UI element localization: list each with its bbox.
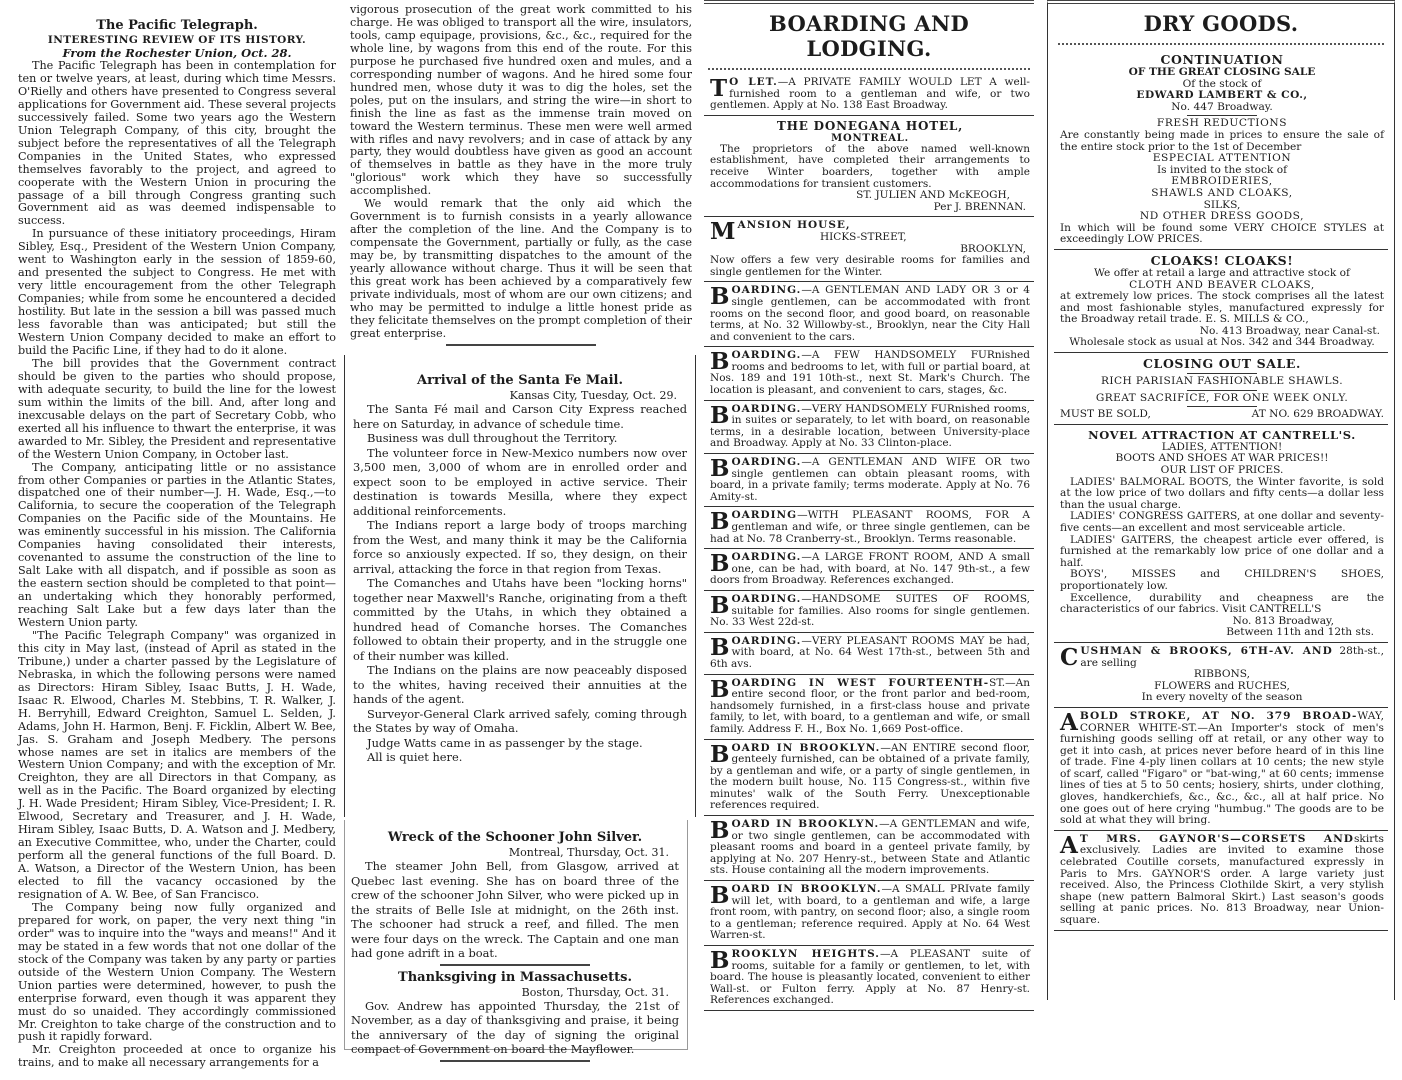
paragraph: The Indians on the plains are now peaceably disposed to the whites, having received their annuities at the hands of the agent. — [353, 663, 687, 706]
classified-ad: BROOKLYN HEIGHTS.—A PLEASANT suite of rooms, suitable for a family or gentlemen, to let, with board. The house is pleasantly located, convenient to either Wall-st. or Fulton ferry. Apply at No. 87 Henry-st. References exchanged. — [704, 946, 1034, 1011]
article-dateline: Boston, Thursday, Oct. 31. — [521, 985, 669, 999]
classified-ad: BOARDING.—VERY PLEASANT ROOMS MAY be had, with board, at No. 64 West 17th-st., between 5th and 6th avs. — [704, 633, 1034, 675]
paragraph: vigorous prosecution of the great work committed to his charge. He was obliged to transport all the wire, insulators, tools, camp equipage, provisions, &c., &c., required for the whole line, by wagons from this end of the route. For this purpose he purchased five hundred oxen and mules, and a corresponding number of wagons. And he hired some four hundred men, whose duty it was to dig the holes, set the poles, put on the insulars, and string the wire—in short to finish the line as fast as the immense train moved on toward the Western terminus. These men were well armed with rifles and navy revolvers; and in case of attack by any party, they would doubtless have given as good an account of themselves in battle as they have in the more truly "glorious" work which they have so successfully accomplished. — [350, 3, 692, 198]
classified-ad: BOARDING—WITH PLEASANT ROOMS, FOR A gentleman and wife, or three single gentlemen, can be had at No. 78 Cranberry-st., Brooklyn. Terms reasonable. — [704, 507, 1034, 549]
paragraph: The Comanches and Utahs have been "locking horns" together near Maxwell's Ranche, originating from a theft committed by the Utahs, in which they obtained a hundred head of Comanche horses. The Comanches followed to obtain their property, and in the struggle one of their number was killed. — [353, 576, 687, 663]
paragraph: All is quiet here. — [367, 750, 463, 764]
article-dateline: Kansas City, Tuesday, Oct. 29. — [509, 389, 677, 402]
paragraph: The Indians report a large body of troops marching from the West, and many think it may be the California force so anxiously expected. If so, they design, on their arrival, attacking the force in that region from Texas. — [353, 518, 687, 576]
ad-cantrell: NOVEL ATTRACTION AT CANTRELL'S. LADIES, ATTENTION! BOOTS AND SHOES AT WAR PRICES!! OUR LIST OF PRICES. LADIES' BALMORAL BOOTS, the Winter favorite, is sold at the low price of two dollars and fifty cents—a dollar less than the usual charge. LADIES' CONGRESS GAITERS, at one dollar and seventy-five cents—an excellent and most serviceable article. LADIES' GAITERS, the cheapest article ever offered, is furnished at the remarkably low price of one dollar and a half. BOYS', MISSES and CHILDREN'S SHOES, proportionately low. Excellence, durability and cheapness are the characteristics of our fabrics. Visit CANTRELL'S No. 813 Broadway, Between 11th and 12th sts. — [1054, 425, 1388, 643]
paragraph: The steamer John Bell, from Glasgow, arrived at Quebec last evening. She has on board three of the crew of the schooner John Silver, who were picked up in the straits of Belle Isle at midnight, on the 26th inst. The schooner had struck a reef, and filled. The men were four days on the wreck. The Captain and one man had gone adrift in a boat. — [351, 859, 679, 960]
paragraph: Mr. Creighton proceeded at once to organize his trains, and to make all necessary arrangements for a — [18, 1043, 336, 1070]
article-source: From the Rochester Union, Oct. 28. — [62, 46, 292, 60]
article-subtitle: INTERESTING REVIEW OF ITS HISTORY. — [47, 34, 307, 46]
divider — [440, 964, 590, 966]
classified-ad: BOARDING IN WEST FOURTEENTH-ST.—An entire second floor, or the front parlor and bed-room, handsomely furnished, in a first-class house and private family, to let, with board, to a gentleman and wife, or small family. Address F. H., Box No. 1,669 Post-office. — [704, 675, 1034, 740]
article-title: Wreck of the Schooner John Silver. — [387, 830, 643, 845]
section-heading: DRY GOODS. — [1143, 11, 1299, 36]
classified-ad-hotel: THE DONEGANA HOTEL, MONTREAL. The proprietors of the above named well-known establishment, have completed their arrangements to receive Winter boarders, together with ample accommodations for transient customers. ST. JULIEN AND McKEOGH, Per J. BRENNAN. — [704, 116, 1034, 218]
classified-ad: BOARD IN BROOKLYN.—AN ENTIRE second floor, genteely furnished, can be obtained of a private family, by a gentleman and wife, or a party of single gentlemen, in the modern built house, No. 115 Congress-st., within five minutes' walk of the South Ferry. Unexceptionable references required. — [704, 740, 1034, 817]
divider — [440, 1060, 590, 1062]
paragraph: The Pacific Telegraph has been in contemplation for ten or twelve years, at least, during which time Messrs. O'Rielly and others have presented to Congress several applications for Government aid. These several projects successively failed. Some two years ago the Western Union Telegraph Company, of this city, brought the subject before the representatives of all the Telegraph Companies in the United States, who expressed themselves favorably to the project, and agreed to cooperate with the Western Union in procuring the passage of a bill through Congress granting such Government aid as was deemed indispensable to success. — [18, 59, 336, 228]
column-boarding-lodging — [700, 0, 1045, 1080]
ad-lambert: CONTINUATION OF THE GREAT CLOSING SALE Of the stock of EDWARD LAMBERT & CO., No. 447 Broadway. FRESH REDUCTIONS Are constantly being made in prices to ensure the sale of the entire stock prior to the 1st of December ESPECIAL ATTENTION Is invited to the stock of EMBROIDERIES, SHAWLS AND CLOAKS, SILKS, ND OTHER DRESS GOODS, In which will be found some VERY CHOICE STYLES at exceedingly LOW PRICES. — [1054, 49, 1388, 250]
divider — [1187, 115, 1257, 116]
classified-ad: MANSION HOUSE, HICKS-STREET, BROOKLYN, Now offers a few very desirable rooms for families and single gentlemen for the Winter. — [704, 217, 1034, 282]
article-title: Arrival of the Santa Fe Mail. — [417, 373, 623, 388]
column-news — [344, 0, 700, 1080]
ad-closing-out-sale: CLOSING OUT SALE. RICH PARISIAN FASHIONABLE SHAWLS. GREAT SACRIFICE, FOR ONE WEEK ONLY. MUST BE SOLD, AT NO. 629 BROADWAY. — [1054, 353, 1388, 425]
paragraph: Gov. Andrew has appointed Thursday, the 21st of November, as a day of thanksgiving and praise, it being the anniversary of the day of signing the original compact of Government on board the Mayflower. — [351, 998, 679, 1056]
wavy-divider — [1058, 38, 1384, 45]
divider — [446, 344, 596, 346]
classified-ad: BOARD IN BROOKLYN.—A SMALL PRIvate family will let, with board, to a gentleman and wife, a large front room, with pantry, on second floor; also, a single room to a gentleman; reference required. Apply at No. 64 West Warren-st. — [704, 881, 1034, 946]
ad-gaynor: A T MRS. GAYNOR'S—CORSETS ANDskirts exclusively. Ladies are invited to examine those celebrated Coutille corsets, manufactured expressly in Paris to Mrs. GAYNOR'S order. A large variety just received. Also, the Princess Clothilde Skirt, a very stylish shape (new pattern Balmoral Skirt.) Last season's goods selling at panic prices. No. 813 Broadway, near Union-square. — [1054, 831, 1388, 931]
section-heading: BOARDING AND LODGING. — [769, 11, 969, 61]
article-pacific-telegraph — [4, 14, 340, 1080]
article-title: Thanksgiving in Massachusetts. — [398, 969, 632, 985]
classified-ad: BOARDING.—A GENTLEMAN AND WIFE OR two single gentlemen can obtain pleasant rooms, with board, in a private family; terms moderate. Apply at No. 76 Amity-st. — [704, 454, 1034, 507]
ad-cloaks: CLOAKS! CLOAKS! We offer at retail a large and attractive stock of CLOTH AND BEAVER CLOAKS, at extremely low prices. The stock comprises all the latest and most fashionable styles, manufactured expressly for the Broadway retail trade. E. S. MILLS & CO., No. 413 Broadway, near Canal-st. Wholesale stock as usual at Nos. 342 and 344 Broadway. — [1054, 250, 1388, 353]
paragraph: The volunteer force in New-Mexico numbers now over 3,500 men, 3,000 of whom are in enrolled order and expect soon to be employed in active service. Their destination is towards Mesilla, where they expect additional reinforcements. — [353, 445, 687, 518]
column-dry-goods — [1045, 0, 1402, 1080]
classified-ad: T O LET.—A PRIVATE FAMILY WOULD LET A well-furnished room to a gentleman and wife, or two gentlemen. Apply at No. 138 East Broadway. — [704, 74, 1034, 116]
paragraph: The bill provides that the Government contract should be given to the parties who should propose, with adequate security, to build the line for the lowest sum within the limits of the bill. And, after long and inexcusable delays on the part of Secretary Cobb, who exerted all his influence to thwart the enterprise, it was awarded to Mr. Sibley, the President and representative of the Western Union Company, in October last. — [18, 356, 336, 461]
paragraph: Judge Watts came in as passenger by the stage. — [367, 735, 643, 750]
article-continuation — [344, 0, 700, 340]
ad-cushman-brooks: CUSHMAN & BROOKS, 6TH-AV. AND 28th-st., are selling RIBBONS, FLOWERS and RUCHES, In every novelty of the season — [1054, 643, 1388, 708]
article-group-bottom — [344, 820, 688, 1056]
classified-ad: BOARDING.—A FEW HANDSOMELY FURnished rooms and bedrooms to let, with full or partial board, at Nos. 189 and 191 10th-st., next St. Mark's Church. The location is pleasant, and convenient to cars, stages, &c. — [704, 347, 1034, 400]
classified-ad: BOARDING.—A LARGE FRONT ROOM, AND A small one, can be had, with board, at No. 147 9th-st., a few doors from Broadway. References exchanged. — [704, 549, 1034, 591]
wavy-divider — [708, 63, 1030, 70]
drop-cap: T — [710, 75, 728, 102]
article-santa-fe-mail — [344, 355, 696, 817]
classified-ad: BOARDING.—VERY HANDSOMELY FURnished rooms, in suites or separately, to let with board, on reasonable terms, in a desirable location, between University-place and Broadway. Apply at No. 33 Clinton-place. — [704, 401, 1034, 454]
paragraph: The Company, anticipating little or no assistance from other Companies or parties in the Atlantic States, dispatched one of their number—J. H. Wade, Esq.,—to California, to secure the cooperation of the Telegraph Companies on the Pacific side of the Mountains. He was eminently successful in his mission. The California Companies having consolidated their interests, covenanted to assume the construction of the line to Salt Lake with all dispatch, and if possible as soon as the eastern section should be completed to that point—an undertaking which they honorably performed, reaching Salt Lake but a few days later than the Western Union party. — [18, 460, 336, 629]
paragraph: Surveyor-General Clark arrived safely, coming through the States by way of Omaha. — [353, 706, 687, 735]
paragraph: Business was dull throughout the Territory. — [367, 431, 618, 445]
classified-ad: BOARDING.—A GENTLEMAN AND LADY OR 3 or 4 single gentlemen, can be accommodated with front rooms on the second floor, and good board, on reasonable terms, at No. 32 Willowby-st., Brooklyn, near the City Hall and convenient to the cars. — [704, 282, 1034, 347]
classified-ad: BOARDING.—HANDSOME SUITES OF ROOMS, suitable for families. Also rooms for single gentlemen. No. 33 West 22d-st. — [704, 591, 1034, 633]
paragraph: In pursuance of these initiatory proceedings, Hiram Sibley, Esq., President of the Western Union Company, went to Washington early in the session of 1859-60, and presented the subject to Congress. He met with very little encouragement from the other Telegraph Companies; while from some he encountered a decided hostility. But late in the session a bill was passed much less favorable than was anticipated; but still the Western Union Company decided to make an effort to build the Pacific Line, if they had to do it alone. — [18, 227, 336, 357]
paragraph: We would remark that the only aid which the Government is to furnish consists in a yearly allowance after the completion of the line. And the Company is to compensate the Government, partially or fully, as the case may be, by transmitting dispatches to the amount of the yearly allowance without charge. Thus it will be seen that this great work has been achieved by a comparatively few private individuals, most of whom are our own citizens; and who may be permitted to indulge a little honest pride as they felicitate themselves on the prompt completion of their great enterprise. — [350, 197, 692, 340]
classified-ad: BOARD IN BROOKLYN.—A GENTLEMAN and wife, or two single gentlemen, can be accommodated with pleasant rooms and board in a genteel private family, by applying at No. 207 Henry-st., between State and Atlantic sts. House containing all the modern improvements. — [704, 816, 1034, 881]
paragraph: "The Pacific Telegraph Company" was organized in this city in May last, (instead of April as stated in the Tribune,) under a charter passed by the Legislature of Nebraska, in which the following persons were named as Directors: Hiram Sibley, Isaac Butts, J. H. Wade, Isaac R. Elwood, Charles M. Stebbins, T. R. Walker, J. H. Berryhill, Edward Creighton, Samuel L. Selden, J. Adams, John H. Harmon, Benj. F. Ficklin, Albert W. Bee, Jas. S. Graham and Joseph Medbery. The persons whose names are set in italics are members of the Western Union Company; and with the exception of Mr. Creighton, they are all Directors in that Company, as well as in the Pacific. The Board organized by electing J. H. Wade President; Hiram Sibley, Vice-President; I. R. Elwood, Secretary and Treasurer, and J. H. Wade, Hiram Sibley, Isaac Butts, D. A. Watson and J. Medbery, an Executive Committee, who, under the Charter, could perform all the general functions of the full Board. D. A. Watson, a Director of the Western Union, has been elected to fill the vacancy occasioned by the resignation of A. W. Bee, of San Francisco. — [18, 628, 336, 901]
article-title: The Pacific Telegraph. — [96, 18, 258, 33]
article-dateline: Montreal, Thursday, Oct. 31. — [508, 846, 669, 859]
paragraph: The Company being now fully organized and prepared for work, on paper, the very next thing "in order" was to inquire into the "ways and means!" And it may be stated in a few words that not one dollar of the stock of the Company was taken by any party or parties outside of the Western Union Company. The Western Union parties were determined, however, to push the enterprise forward, even though it was apparent they must do so unaided. They accordingly commissioned Mr. Creighton to take charge of the construction and to push it rapidly forward. — [18, 900, 336, 1044]
paragraph: The Santa Fé mail and Carson City Express reached here on Saturday, in advance of schedule time. — [353, 402, 687, 431]
ad-bold-stroke: ABOLD STROKE, AT NO. 379 BROAD-WAY, CORNER WHITE-ST.—An Importer's stock of men's furnishing goods selling off at retail, or any other way to get it into cash, at prices never before heard of in this line of trade. Fine 4-ply linen collars at 10 cents; the new style of scarf, called "Figaro" or "bat-wing," at 60 cents; immense lines of ties at 5 to 50 cents; hosiery, shirts, under clothing, gloves, handkerchiefs, &c., &c., &c., all at half price. No one goes out of here crying "humbug." The goods are to be sold at what they will bring. — [1054, 708, 1388, 831]
